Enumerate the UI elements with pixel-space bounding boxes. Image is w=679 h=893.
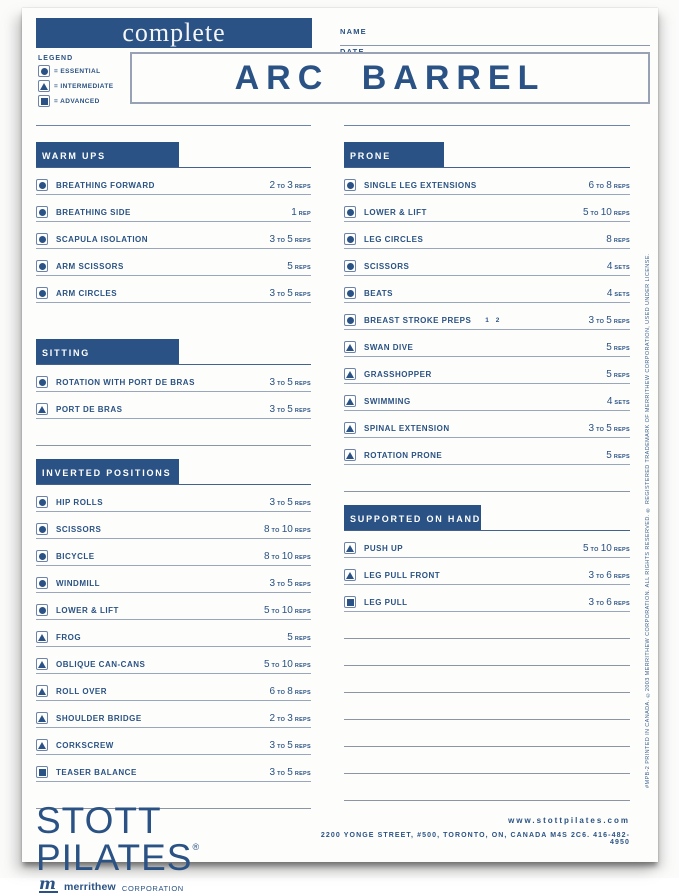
exercise-reps: 5 REPS	[606, 369, 630, 380]
exercise-row	[344, 330, 630, 357]
blank-writein-line	[36, 419, 311, 446]
legend-item-advanced	[38, 95, 133, 107]
merrithew-line	[36, 874, 319, 893]
exercise-row-left	[36, 631, 81, 643]
exercise-row-left	[36, 376, 195, 388]
exercise-row-left	[36, 496, 103, 508]
intermediate-triangle-icon	[36, 712, 48, 724]
exercise-row-left	[344, 569, 440, 581]
intermediate-triangle-icon	[36, 739, 48, 751]
exercise-row-left	[344, 206, 427, 218]
exercise-reps: 8 TO 10 REPS	[263, 524, 311, 535]
exercise-name: OBLIQUE CAN-CANS	[56, 659, 146, 669]
section-title: WARM UPS	[42, 151, 106, 161]
essential-circle-icon	[344, 206, 356, 218]
exercise-row	[36, 755, 311, 782]
section-body	[36, 168, 311, 303]
exercise-row-left	[344, 260, 409, 272]
exercise-row	[344, 384, 630, 411]
exercise-row-left	[36, 550, 95, 562]
brand-logo	[36, 802, 319, 876]
advanced-square-icon	[36, 766, 48, 778]
exercise-row-left	[344, 449, 442, 461]
exercise-name: WINDMILL	[56, 578, 100, 588]
page-title: ARC BARREL	[234, 58, 546, 97]
exercise-reps: 3 TO 5 REPS	[269, 578, 311, 589]
blank-writein-line	[344, 666, 630, 693]
right-column	[344, 125, 630, 809]
intermediate-triangle-icon	[344, 341, 356, 353]
section-body	[344, 531, 630, 801]
exercise-row-left	[36, 658, 145, 670]
exercise-reps: 3 TO 5 REPS	[269, 497, 311, 508]
merrithew-m-icon: m	[39, 874, 56, 893]
exercise-row-left	[36, 287, 117, 299]
exercise-row-left	[344, 314, 502, 326]
exercise-row	[36, 195, 311, 222]
exercise-name: ARM CIRCLES	[56, 288, 118, 298]
essential-circle-icon	[344, 233, 356, 245]
blank-writein-line	[344, 720, 630, 747]
blank-writein-line	[344, 612, 630, 639]
exercise-row-left	[36, 685, 107, 697]
left-column	[36, 125, 311, 809]
intermediate-triangle-icon	[344, 395, 356, 407]
exercise-row	[36, 512, 311, 539]
essential-circle-icon	[344, 287, 356, 299]
essential-circle-icon	[344, 179, 356, 191]
exercise-row	[36, 222, 311, 249]
exercise-row	[344, 357, 630, 384]
section-head	[36, 339, 311, 365]
exercise-name: CORKSCREW	[56, 740, 114, 750]
exercise-row	[36, 593, 311, 620]
exercise-row-left	[36, 712, 142, 724]
exercise-name: LEG PULL FRONT	[364, 570, 441, 580]
exercise-row-left	[344, 179, 477, 191]
exercise-reps: 3 TO 5 REPS	[269, 740, 311, 751]
exercise-row	[344, 168, 630, 195]
exercise-row	[344, 438, 630, 465]
exercise-reps: 5 TO 10 REPS	[582, 207, 630, 218]
copyright-fine-print: #MPB-2 PRINTED IN CANADA. ©2003 MERRITHEW CORPORATION. ALL RIGHTS RESERVED. ® REGISTERED TRADEMARK OF MERRITHEW CORPORATION, USED UNDER LICENSE.	[645, 253, 651, 788]
exercise-reps: 2 TO 3 REPS	[269, 713, 311, 724]
exercise-name: BREAST STROKE PREPS	[364, 315, 472, 325]
exercise-reps: 6 TO 8 REPS	[588, 180, 630, 191]
exercise-row-left	[36, 739, 114, 751]
exercise-reps: 8 TO 10 REPS	[263, 551, 311, 562]
legend-label: = ADVANCED	[54, 97, 100, 105]
exercise-reps: 4 SETS	[606, 261, 630, 272]
contact-block	[319, 816, 630, 846]
exercise-reps: 3 TO 6 REPS	[588, 570, 630, 581]
exercise-name: FROG	[56, 632, 82, 642]
exercise-name: ARM SCISSORS	[56, 261, 124, 271]
exercise-reps: 4 SETS	[606, 288, 630, 299]
section-title: INVERTED POSITIONS	[42, 468, 172, 478]
exercise-row	[344, 558, 630, 585]
exercise-name: SPINAL EXTENSION	[364, 423, 450, 433]
exercise-row-left	[344, 233, 423, 245]
exercise-row-left	[344, 542, 403, 554]
exercise-reps: 5 REPS	[606, 342, 630, 353]
exercise-name: BREATHING SIDE	[56, 207, 131, 217]
website-url: www.stottpilates.com	[508, 816, 630, 825]
exercise-reps: 3 TO 5 REPS	[269, 767, 311, 778]
intermediate-triangle-icon	[36, 658, 48, 670]
intermediate-triangle-icon	[344, 449, 356, 461]
section-title: SUPPORTED ON HANDS	[350, 514, 489, 524]
exercise-reps: 3 TO 5 REPS	[269, 377, 311, 388]
exercise-section	[36, 142, 311, 303]
exercise-row-left	[344, 395, 411, 407]
legend-title: LEGEND	[38, 55, 74, 62]
blank-writein-line	[344, 465, 630, 492]
exercise-name: PUSH UP	[364, 543, 404, 553]
chart-page	[22, 8, 658, 893]
exercise-row	[36, 674, 311, 701]
exercise-row	[36, 276, 311, 303]
footer	[36, 802, 630, 893]
exercise-reps: 2 TO 3 REPS	[269, 180, 311, 191]
exercise-name: LEG PULL	[364, 597, 408, 607]
essential-circle-icon	[36, 287, 48, 299]
exercise-row	[36, 392, 311, 419]
address-line: 2200 YONGE STREET, #500, TORONTO, ON, CANADA M4S 2C6. 416-482-4950	[320, 832, 630, 846]
exercise-reps: 8 REPS	[606, 234, 630, 245]
section-title: PRONE	[350, 151, 392, 161]
section-title: SITTING	[42, 348, 91, 358]
blank-writein-line	[344, 693, 630, 720]
intermediate-triangle-icon	[344, 368, 356, 380]
exercise-name: SCISSORS	[56, 524, 102, 534]
advanced-square-icon	[38, 95, 50, 107]
exercise-row	[36, 647, 311, 674]
legend-label: = INTERMEDIATE	[54, 82, 114, 90]
exercise-section	[36, 339, 311, 446]
advanced-square-icon	[344, 596, 356, 608]
exercise-reps: 5 TO 10 REPS	[263, 659, 311, 670]
exercise-name: BREATHING FORWARD	[56, 180, 155, 190]
exercise-row	[36, 249, 311, 276]
exercise-name: HIP ROLLS	[56, 497, 104, 507]
exercise-reps: 3 TO 5 REPS	[269, 404, 311, 415]
brand-block	[36, 802, 319, 893]
section-header-bar	[36, 339, 179, 364]
exercise-row-left	[36, 604, 119, 616]
exercise-row-left	[344, 422, 450, 434]
exercise-name: SCAPULA ISOLATION	[56, 234, 149, 244]
exercise-row	[36, 728, 311, 755]
exercise-row	[344, 585, 630, 612]
exercise-row-left	[344, 368, 432, 380]
exercise-row	[36, 539, 311, 566]
essential-circle-icon	[36, 233, 48, 245]
exercise-row-left	[344, 287, 393, 299]
exercise-row	[344, 195, 630, 222]
exercise-row	[344, 531, 630, 558]
complete-banner	[36, 18, 312, 48]
section-head	[36, 142, 311, 168]
legend-item-intermediate	[38, 80, 133, 92]
exercise-row	[36, 365, 311, 392]
brand-text: STOTT PILATES	[36, 800, 193, 878]
section-head	[36, 459, 311, 485]
corporation-text: CORPORATION	[121, 884, 184, 893]
exercise-reps: 3 TO 5 REPS	[269, 234, 311, 245]
exercise-row	[36, 620, 311, 647]
exercise-reps: 5 REPS	[287, 632, 311, 643]
exercise-row	[36, 485, 311, 512]
blank-writein-line	[344, 639, 630, 666]
section-header-bar	[36, 142, 179, 167]
exercise-name: BICYCLE	[56, 551, 95, 561]
exercise-row-left	[36, 766, 137, 778]
essential-circle-icon	[36, 496, 48, 508]
registered-mark: ®	[192, 842, 201, 852]
intermediate-triangle-icon	[344, 569, 356, 581]
intermediate-triangle-icon	[38, 80, 50, 92]
exercise-name: SWIMMING	[364, 396, 411, 406]
exercise-name: ROTATION PRONE	[364, 450, 443, 460]
exercise-section	[344, 505, 630, 801]
essential-circle-icon	[36, 260, 48, 272]
exercise-reps: 6 TO 8 REPS	[269, 686, 311, 697]
exercise-name: LOWER & LIFT	[364, 207, 427, 217]
exercise-reps: 3 TO 5 REPS	[269, 288, 311, 299]
exercise-row	[344, 276, 630, 303]
title-box	[130, 52, 650, 104]
exercise-name: BEATS	[364, 288, 394, 298]
exercise-reps: 5 TO 10 REPS	[582, 543, 630, 554]
essential-circle-icon	[36, 206, 48, 218]
essential-circle-icon	[36, 550, 48, 562]
exercise-name: LOWER & LIFT	[56, 605, 119, 615]
exercise-row	[344, 222, 630, 249]
section-header-bar	[344, 505, 489, 530]
exercise-row	[36, 168, 311, 195]
exercise-reps: 5 TO 10 REPS	[263, 605, 311, 616]
exercise-reps: 5 REPS	[606, 450, 630, 461]
intermediate-triangle-icon	[344, 422, 356, 434]
section-body	[344, 168, 630, 492]
exercise-name: SWAN DIVE	[364, 342, 414, 352]
column-top-rule	[344, 125, 630, 126]
exercise-name: PORT DE BRAS	[56, 404, 123, 414]
essential-circle-icon	[344, 260, 356, 272]
exercise-name: GRASSHOPPER	[364, 369, 432, 379]
exercise-row-left	[36, 179, 155, 191]
exercise-row-left	[344, 596, 408, 608]
essential-circle-icon	[38, 65, 50, 77]
exercise-name: SINGLE LEG EXTENSIONS	[364, 180, 477, 190]
exercise-name: SHOULDER BRIDGE	[56, 713, 142, 723]
intermediate-triangle-icon	[36, 403, 48, 415]
column-top-rule	[36, 125, 311, 126]
legend	[38, 55, 133, 110]
exercise-name: ROTATION WITH PORT DE BRAS	[56, 377, 195, 387]
essential-circle-icon	[344, 314, 356, 326]
exercise-section	[36, 459, 311, 809]
exercise-name: SCISSORS	[364, 261, 410, 271]
essential-circle-icon	[36, 604, 48, 616]
essential-circle-icon	[36, 376, 48, 388]
exercise-section	[344, 142, 630, 492]
exercise-row-left	[36, 260, 124, 272]
essential-circle-icon	[36, 577, 48, 589]
section-body	[36, 485, 311, 809]
exercise-row-left	[36, 523, 101, 535]
exercise-row-left	[36, 403, 122, 415]
blank-writein-line	[344, 774, 630, 801]
exercise-row-left	[36, 206, 131, 218]
exercise-reps: 3 TO 5 REPS	[588, 423, 630, 434]
name-label: NAME	[340, 27, 367, 36]
exercise-row-left	[36, 233, 148, 245]
exercise-name: LEG CIRCLES	[364, 234, 424, 244]
exercise-row	[344, 249, 630, 276]
exercise-row-left	[36, 577, 100, 589]
exercise-columns	[36, 125, 630, 809]
intermediate-triangle-icon	[36, 631, 48, 643]
section-body	[36, 365, 311, 446]
exercise-row-left	[344, 341, 413, 353]
exercise-name: TEASER BALANCE	[56, 767, 137, 777]
exercise-reps: 5 REPS	[287, 261, 311, 272]
intermediate-triangle-icon	[36, 685, 48, 697]
exercise-row	[344, 303, 630, 330]
intermediate-triangle-icon	[344, 542, 356, 554]
exercise-row	[36, 566, 311, 593]
section-header-bar	[344, 142, 444, 167]
legend-item-essential	[38, 65, 133, 77]
exercise-reps: 3 TO 5 REPS	[588, 315, 630, 326]
blank-writein-line	[344, 747, 630, 774]
merrithew-text: merrithew	[63, 881, 116, 893]
exercise-row	[344, 411, 630, 438]
exercise-suffix: 1 2	[485, 316, 502, 324]
exercise-reps: 4 SETS	[606, 396, 630, 407]
legend-label: = ESSENTIAL	[54, 67, 101, 75]
exercise-reps: 1 REP	[291, 207, 311, 218]
essential-circle-icon	[36, 179, 48, 191]
exercise-row	[36, 701, 311, 728]
section-head	[344, 142, 630, 168]
banner-label: complete	[122, 18, 226, 47]
section-head	[344, 505, 630, 531]
exercise-name: ROLL OVER	[56, 686, 108, 696]
exercise-reps: 3 TO 6 REPS	[588, 597, 630, 608]
section-header-bar	[36, 459, 179, 484]
essential-circle-icon	[36, 523, 48, 535]
